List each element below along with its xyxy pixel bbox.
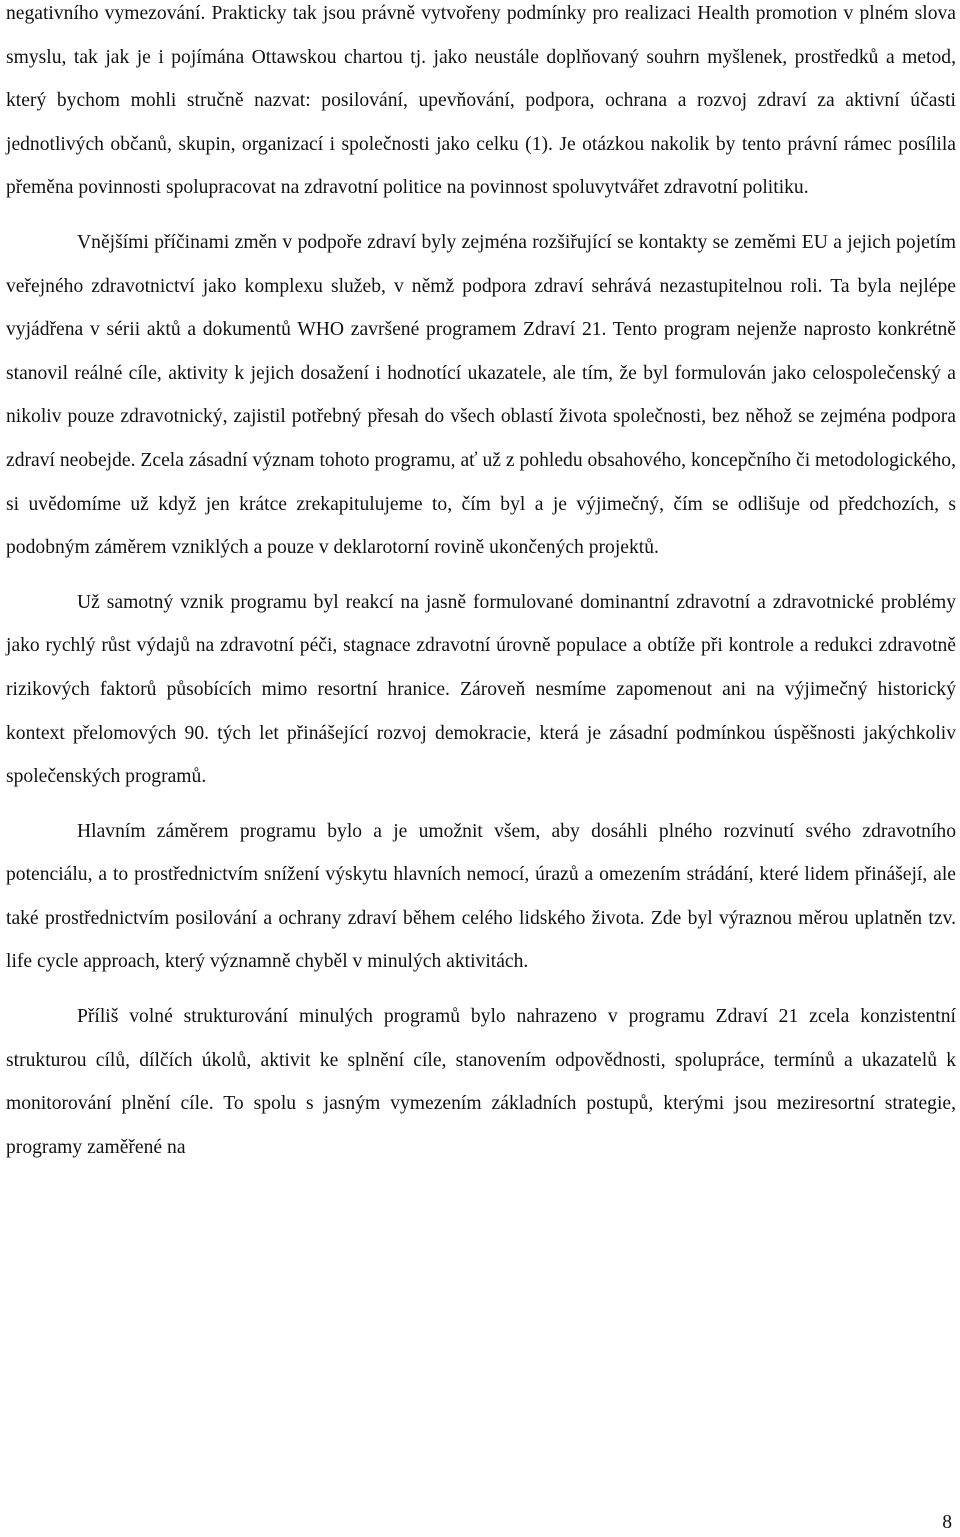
document-page <box>6 0 956 1169</box>
page-number: 8 <box>942 1512 952 1533</box>
paragraph-5: Příliš volné strukturování minulých programů bylo nahrazeno v programu Zdraví 21 zcela konzistentní strukturou cílů, dílčích úkolů, aktivit ke splnění cíle, stanovením odpovědnosti, spolupráce, termínů a ukazatelů k monitorování plnění cíle. To spolu s jasným vymezením základních postupů, kterými jsou meziresortní strategie, programy zaměřené na <box>6 1006 956 1158</box>
paragraph-3: Už samotný vznik programu byl reakcí na jasně formulované dominantní zdravotní a zdravotnické problémy jako rychlý růst výdajů na zdravotní péči, stagnace zdravotní úrovně populace a obtíže při kontrole a redukci zdravotně rizikových faktorů působících mimo resortní hranice. Zároveň nesmíme zapomenout ani na výjimečný historický kontext přelomových 90. tých let přinášející rozvoj demokracie, která je zásadní podmínkou úspěšnosti jakýchkoliv společenských programů. <box>6 591 956 788</box>
paragraph-1: negativního vymezování. Prakticky tak jsou právně vytvořeny podmínky pro realizaci Health promotion v plném slova smyslu, tak jak je i pojímána Ottawskou chartou tj. jako neustále doplňovaný souhrn myšlenek, prostředků a metod, který bychom mohli stručně nazvat: posilování, upevňování, podpora, ochrana a rozvoj zdraví za aktivní účasti jednotlivých občanů, skupin, organizací i společnosti jako celku (1). Je otázkou nakolik by tento právní rámec posílila přeměna povinnosti spolupracovat na zdravotní politice na povinnost spoluvytvářet zdravotní politiku. <box>6 3 956 199</box>
paragraph-4: Hlavním záměrem programu bylo a je umožnit všem, aby dosáhli plného rozvinutí svého zdravotního potenciálu, a to prostřednictvím snížení výskytu hlavních nemocí, úrazů a omezením strádání, které lidem přinášejí, ale také prostřednictvím posilování a ochrany zdraví během celého lidského života. Zde byl výraznou měrou uplatněn tzv. life cycle approach, který významně chyběl v minulých aktivitách. <box>6 820 956 973</box>
paragraph-2: Vnějšími příčinami změn v podpoře zdraví byly zejména rozšiřující se kontakty se zeměmi EU a jejich pojetím veřejného zdravotnictví jako komplexu služeb, v němž podpora zdraví sehrává nezastupitelnou roli. Ta byla nejlépe vyjádřena v sérii aktů a dokumentů WHO završené programem Zdraví 21. Tento program nejenže naprosto konkrétně stanovil reálné cíle, aktivity k jejich dosažení i hodnotící ukazatele, ale tím, že byl formulován jako celospolečenský a nikoliv pouze zdravotnický, zajistil potřebný přesah do všech oblastí života společnosti, bez něhož se zejména podpora zdraví neobejde. Zcela zásadní význam tohoto programu, ať už z pohledu obsahového, koncepčního či metodologického, si uvědomíme už když jen krátce zrekapitulujeme to, čím byl a je výjimečný, čím se odlišuje od předchozích, s podobným záměrem vzniklých a pouze v deklarotorní rovině ukončených projektů. <box>6 231 956 559</box>
